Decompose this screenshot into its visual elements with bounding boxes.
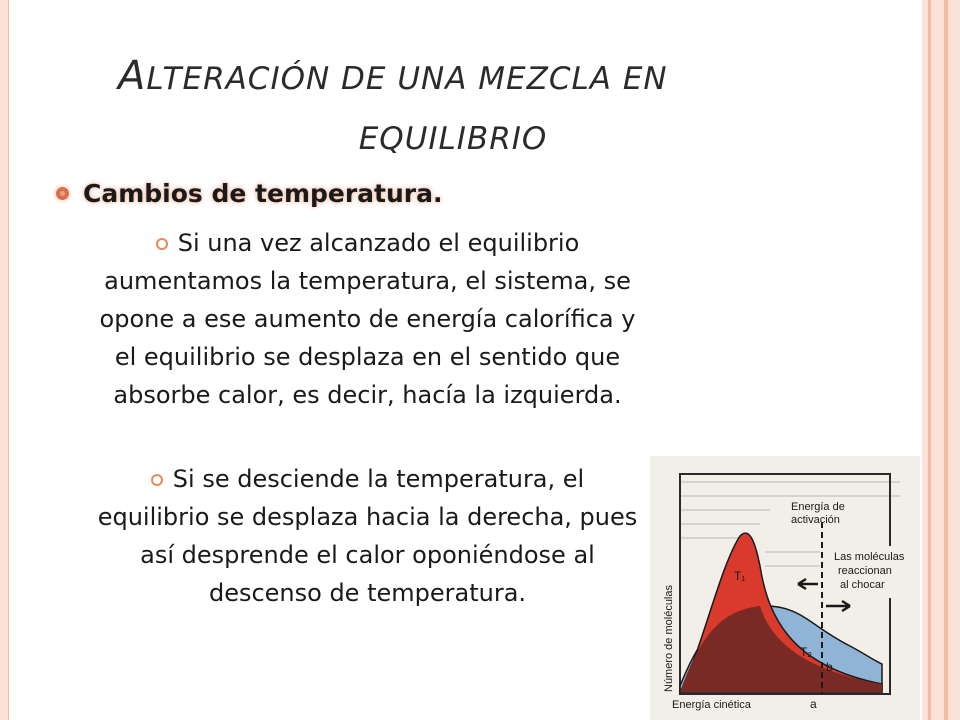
title-line-1-rest: LTERACIÓN DE UNA MEZCLA EN (146, 61, 668, 97)
title-line-1 (118, 46, 818, 109)
slide-title (118, 46, 818, 169)
sub-bullet-1 (95, 224, 640, 414)
y-axis-label: Número de moléculas (663, 585, 675, 692)
b-label: b (826, 660, 833, 674)
activation-label-2: activación (791, 514, 840, 526)
sub-bullet-1-text: Si una vez alcanzado el equilibrio aumentamos la temperatura, el sistema, se opone a ese aumento de energía calorífica y el equilibrio se desplaza en el sentido que absorbe calor, es decir, hacía la izquierda. (99, 229, 636, 409)
energy-distribution-figure (650, 456, 920, 720)
reaction-label-2: reaccionan (838, 565, 892, 577)
x-axis-label: Energía cinética (672, 699, 751, 711)
main-bullet (56, 170, 443, 216)
reaction-label-3: al chocar (840, 579, 885, 591)
bullet-circle-icon (56, 187, 69, 200)
main-bullet-text: Cambios de temperatura. (83, 178, 443, 208)
title-initial: A (118, 53, 147, 99)
sub-bullet-ring-icon (156, 238, 168, 250)
activation-label-1: Energía de (791, 501, 845, 513)
slide-right-border (922, 0, 960, 720)
sub-bullet-2 (95, 460, 640, 612)
t2-label: T₂ (800, 645, 812, 659)
energy-distribution-graphic (650, 456, 920, 720)
slide-left-border (0, 0, 9, 720)
t1-label: T₁ (734, 569, 746, 583)
a-label: a (810, 697, 817, 711)
reaction-label-1: Las moléculas (834, 551, 905, 563)
title-line-2: EQUILIBRIO (358, 121, 548, 157)
sub-bullet-2-text: Si se desciende la temperatura, el equilibrio se desplaza hacia la derecha, pues así desprende el calor oponiéndose al descenso de temperatura. (97, 465, 638, 607)
sub-bullet-ring-icon (151, 474, 163, 486)
